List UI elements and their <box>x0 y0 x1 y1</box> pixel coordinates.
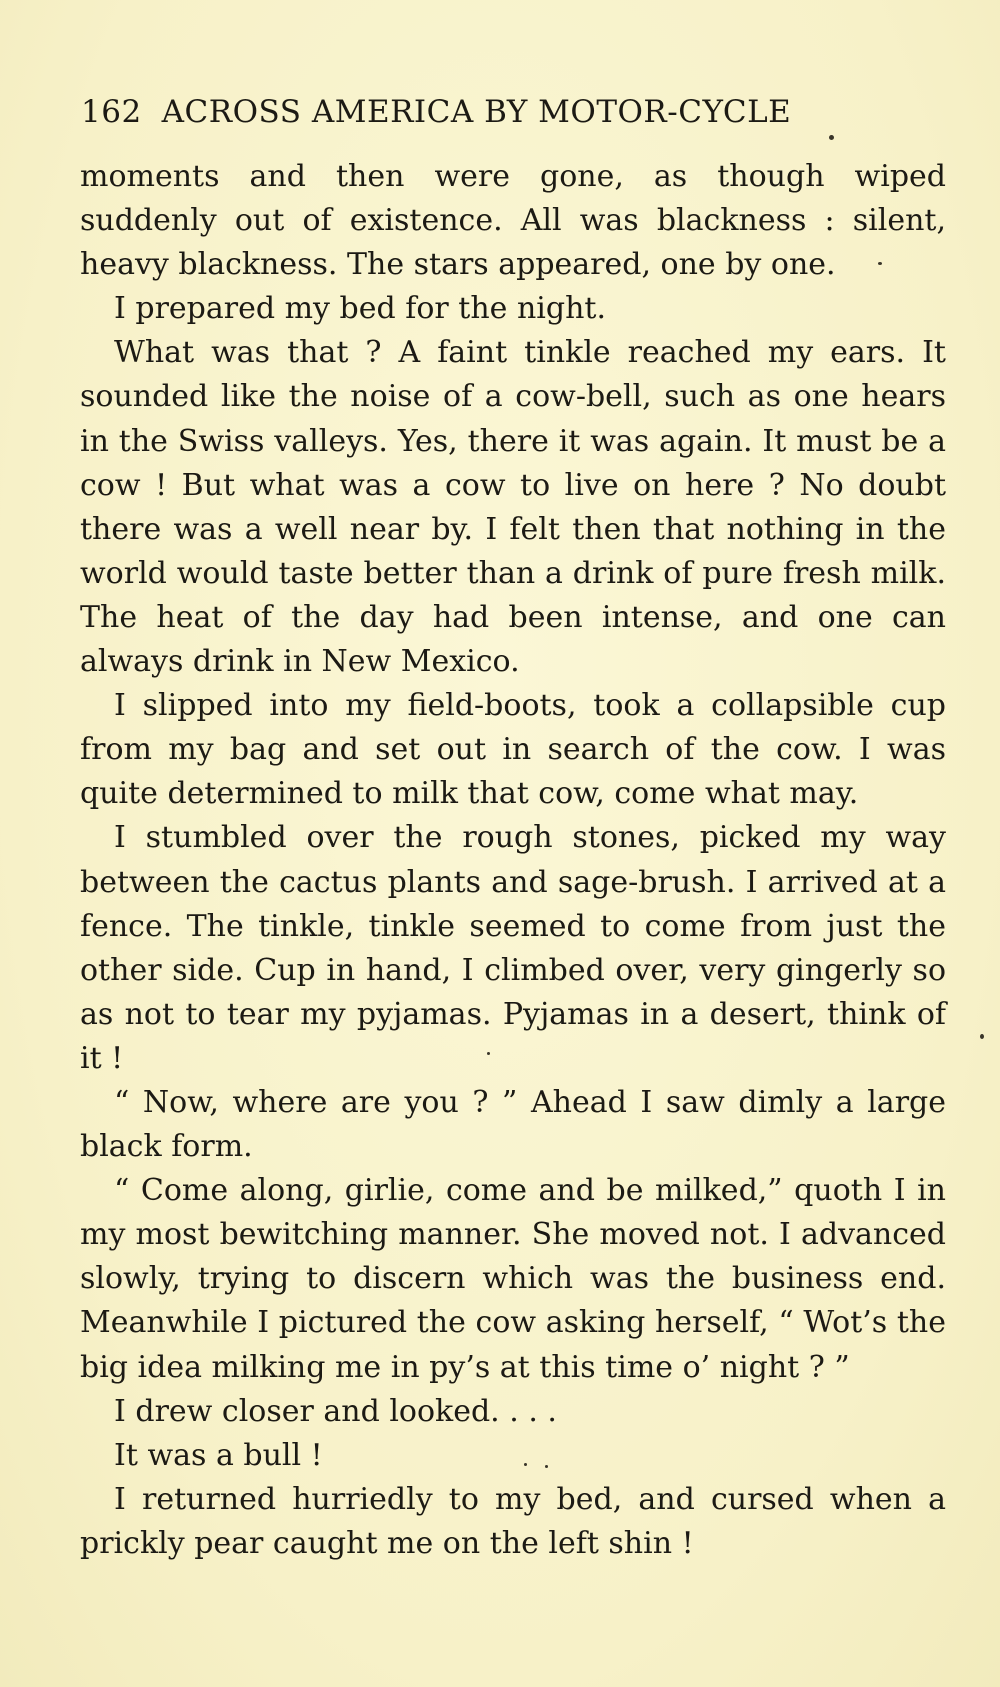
page-number: 162 <box>81 94 142 130</box>
print-speck <box>829 135 834 140</box>
paragraph: “ Come along, girlie, come and be milked,” quoth I in my most bewitching manner. She moved not. I advanced slowly, trying to discern which was the business end. Meanwhile I pictured the cow asking herself, “ Wot’s the big idea milking me in py’s at this time o’ night ? ” <box>80 1173 946 1385</box>
paragraph: It was a bull ! <box>114 1437 323 1473</box>
paragraph: I drew closer and looked. . . . <box>114 1393 557 1429</box>
print-speck <box>545 1465 548 1468</box>
paragraph: I returned hurriedly to my bed, and cursed when a prickly pear caught me on the left shin ! <box>80 1481 946 1561</box>
paragraph: I slipped into my field-boots, took a collapsible cup from my bag and set out in search of the cow. I was quite determined to milk that cow, come what may. <box>80 688 946 812</box>
paragraph-continuation: moments and then were gone, as though wiped suddenly out of existence. All was blackness : silent, heavy blackness. The stars appeared, one by one. <box>80 159 946 283</box>
body-text <box>80 155 946 1566</box>
print-speck <box>980 1034 984 1039</box>
running-title: ACROSS AMERICA BY MOTOR-CYCLE <box>161 94 792 130</box>
print-speck <box>487 1052 490 1055</box>
paragraph: “ Now, where are you ? ” Ahead I saw dimly a large black form. <box>80 1084 946 1165</box>
running-head <box>81 94 901 130</box>
print-speck <box>524 1463 527 1466</box>
paragraph: I prepared my bed for the night. <box>114 291 606 327</box>
paragraph: I stumbled over the rough stones, picked my way between the cactus plants and sage-brush. I arrived at a fence. The tinkle, tinkle seemed to come from just the other side. Cup in hand, I climbed over, very gingerly so as not to tear my pyjamas. Pyjamas in a desert, think of it ! <box>80 820 946 1076</box>
paragraph: What was that ? A faint tinkle reached my ears. It sounded like the noise of a cow-bell, such as one hears in the Swiss valleys. Yes, there it was again. It must be a cow ! But what was a cow to live on here ? No doubt there was a well near by. I felt then that nothing in the world would taste better than a drink of pure fresh milk. The heat of the day had been intense, and one can always drink in New Mexico. <box>80 335 946 680</box>
print-speck <box>878 262 882 265</box>
